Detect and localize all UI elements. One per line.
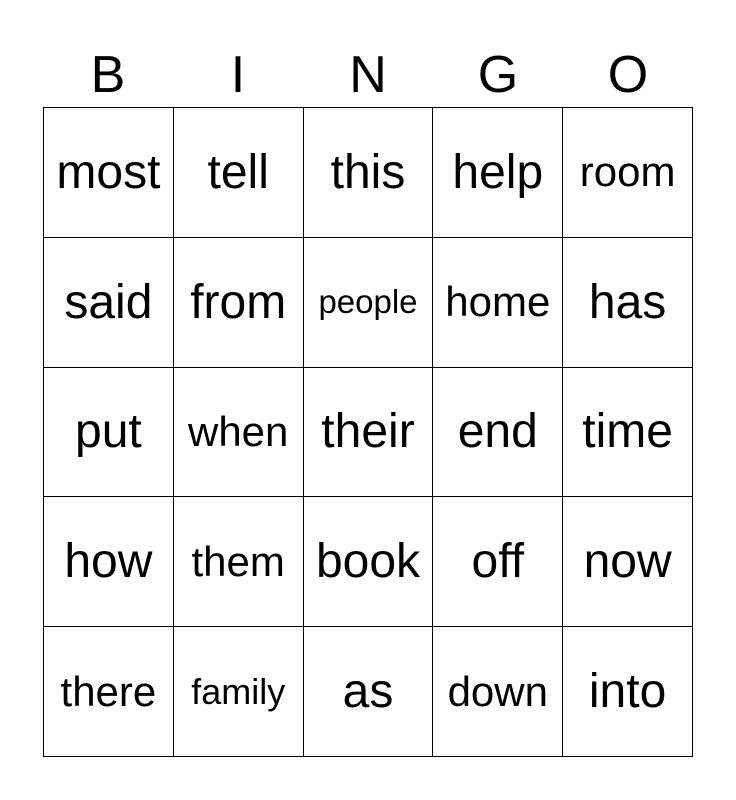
bingo-cell[interactable]: book: [304, 497, 434, 627]
bingo-cell[interactable]: said: [44, 238, 174, 368]
header-letter-g: G: [477, 46, 519, 104]
bingo-cell[interactable]: this: [304, 108, 434, 238]
bingo-cell[interactable]: as: [304, 627, 434, 757]
bingo-cell[interactable]: end: [433, 368, 563, 498]
bingo-cell[interactable]: them: [174, 497, 304, 627]
bingo-cell[interactable]: how: [44, 497, 174, 627]
bingo-cell[interactable]: put: [44, 368, 174, 498]
bingo-cell[interactable]: into: [563, 627, 693, 757]
bingo-cell[interactable]: time: [563, 368, 693, 498]
bingo-cell[interactable]: there: [44, 627, 174, 757]
bingo-header: [43, 44, 693, 106]
bingo-cell[interactable]: now: [563, 497, 693, 627]
bingo-cell[interactable]: off: [433, 497, 563, 627]
bingo-cell[interactable]: their: [304, 368, 434, 498]
bingo-cell[interactable]: from: [174, 238, 304, 368]
header-letter-o: O: [607, 46, 649, 104]
bingo-cell[interactable]: people: [304, 238, 434, 368]
bingo-cell[interactable]: room: [563, 108, 693, 238]
bingo-cell[interactable]: home: [433, 238, 563, 368]
bingo-cell[interactable]: most: [44, 108, 174, 238]
bingo-cell[interactable]: tell: [174, 108, 304, 238]
header-letter-i: I: [230, 46, 246, 104]
header-letter-n: N: [349, 46, 387, 104]
bingo-cell[interactable]: help: [433, 108, 563, 238]
bingo-cell[interactable]: has: [563, 238, 693, 368]
bingo-cell[interactable]: when: [174, 368, 304, 498]
bingo-cell[interactable]: down: [433, 627, 563, 757]
header-letter-b: B: [90, 46, 126, 104]
bingo-cell[interactable]: family: [174, 627, 304, 757]
bingo-card-grid: [43, 107, 693, 757]
